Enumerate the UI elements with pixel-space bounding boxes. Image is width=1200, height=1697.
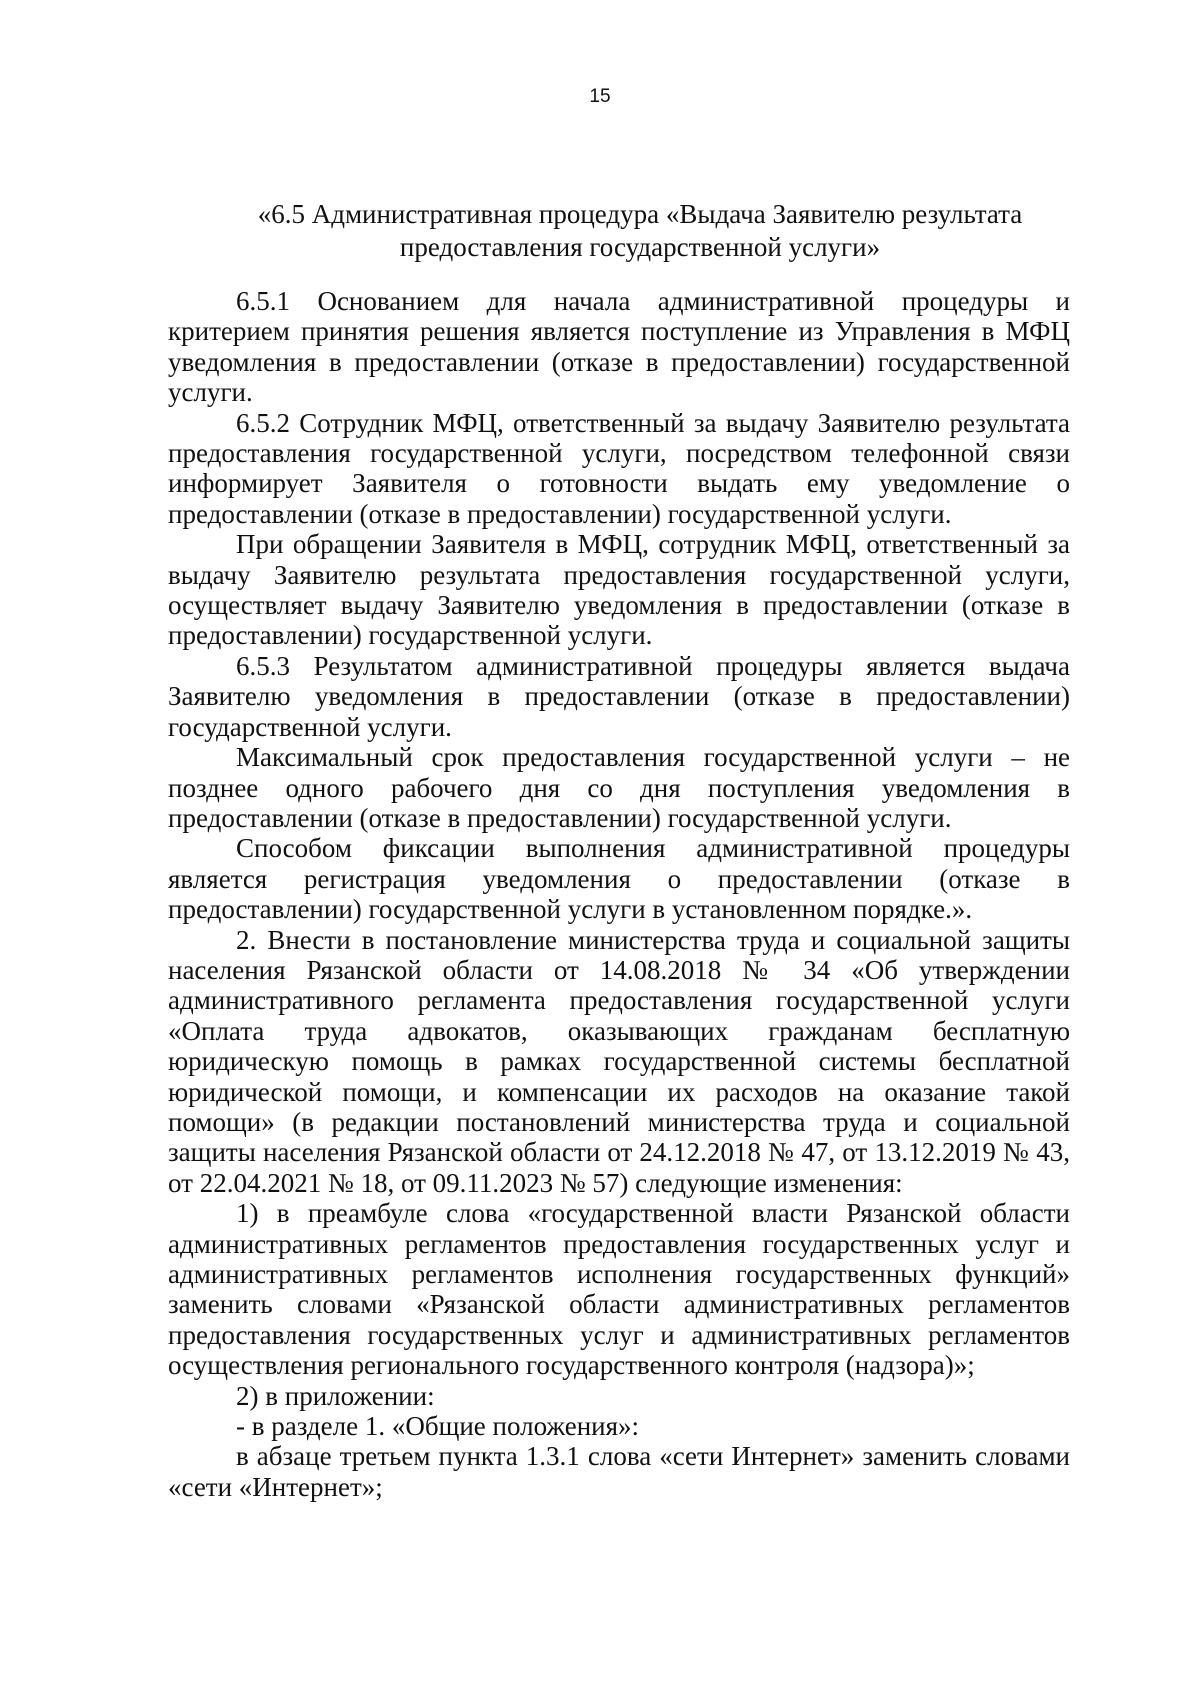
paragraph-fixation-method: Способом фиксации выполнения административной процедуры является регистрация уведомления о предоставлении (отказе в предоставлении) государственной услуги в установленном порядке.». [168, 833, 1070, 925]
paragraph-mfc-issue: При обращении Заявителя в МФЦ, сотрудник МФЦ, ответственный за выдачу Заявителю результата предоставления государственной услуги, осуществляет выдачу Заявителю уведомления в предоставлении (отказе в предоставлении) государственной услуги. [168, 529, 1070, 651]
document-body [168, 286, 1070, 1502]
heading-line-2: предоставления государственной услуги» [399, 232, 881, 262]
page-number: 15 [589, 86, 611, 107]
paragraph-6-5-3: 6.5.3 Результатом административной процедуры является выдача Заявителю уведомления в предоставлении (отказе в предоставлении) государственной услуги. [168, 650, 1070, 742]
paragraph-max-term: Максимальный срок предоставления государственной услуги – не позднее одного рабочего дня со дня поступления уведомления в предоставлении (отказе в предоставлении) государственной услуги. [168, 742, 1070, 833]
paragraph-internet-replacement: в абзаце третьем пункта 1.3.1 слова «сети Интернет» заменить словами «сети «Интернет»; [168, 1441, 1070, 1502]
heading-line-1: «6.5 Административная процедура «Выдача Заявителю результата [257, 199, 1023, 229]
section-heading [190, 198, 1090, 264]
paragraph-subitem-1: 1) в преамбуле слова «государственной власти Рязанской области административных регламентов предоставления государственных услуг и административных регламентов исполнения государственных функций» заменить словами «Рязанской области административных регламентов предоставления государственных услуг и административных регламентов осуществления регионального государственного контроля (надзора)»; [168, 1198, 1070, 1381]
paragraph-6-5-2: 6.5.2 Сотрудник МФЦ, ответственный за выдачу Заявителю результата предоставления государственной услуги, посредством телефонной связи информирует Заявителя о готовности выдать ему уведомление о предоставлении (отказе в предоставлении) государственной услуги. [168, 407, 1070, 529]
paragraph-section-1: - в разделе 1. «Общие положения»: [236, 1411, 640, 1442]
paragraph-item-2: 2. Внести в постановление министерства труда и социальной защиты населения Рязанской области от 14.08.2018 № 34 «Об утверждении административного регламента предоставления государственной услуги «Оплата труда адвокатов, оказывающих гражданам бесплатную юридическую помощь в рамках государственной системы бесплатной юридической помощи, и компенсации их расходов на оказание такой помощи» (в редакции постановлений министерства труда и социальной защиты населения Рязанской области от 24.12.2018 № 47, от 13.12.2019 № 43, от 22.04.2021 № 18, от 09.11.2023 № 57) следующие изменения: [168, 924, 1070, 1198]
paragraph-6-5-1: 6.5.1 Основанием для начала административной процедуры и критерием принятия решения является поступление из Управления в МФЦ уведомления в предоставлении (отказе в предоставлении) государственной услуги. [168, 286, 1070, 408]
paragraph-subitem-2: 2) в приложении: [236, 1380, 435, 1411]
